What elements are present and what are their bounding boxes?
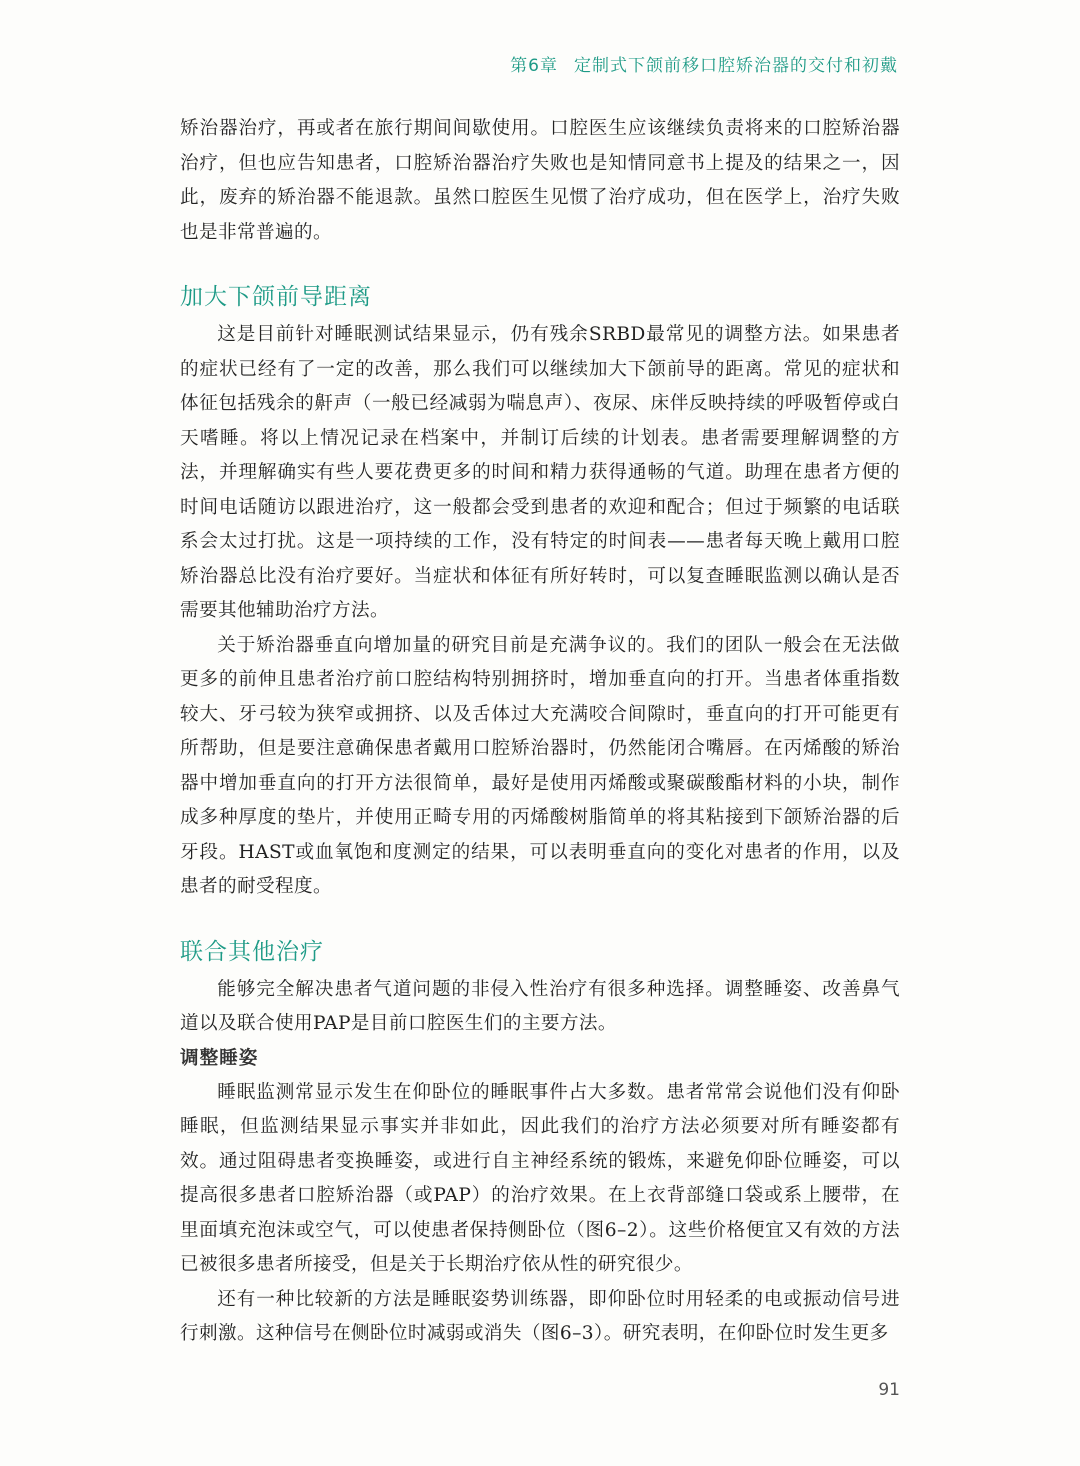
intro-paragraph: 矫治器治疗，再或者在旅行期间间歇使用。口腔医生应该继续负责将来的口腔矫治器治疗，但也应告知患者，口腔矫治器治疗失败也是知情同意书上提及的结果之一，因此，废弃的矫治器不能退款。虽然口腔医生见惯了治疗成功，但在医学上，治疗失败也是非常普遍的。 — [180, 118, 900, 243]
paragraph: 还有一种比较新的方法是睡眠姿势训练器，即仰卧位时用轻柔的电或振动信号进行刺激。这种信号在侧卧位时减弱或消失（图6–3）。研究表明，在仰卧位时发生更多 — [180, 1288, 900, 1344]
section-heading-increase-advancement: 加大下颌前导距离 — [180, 284, 372, 310]
paragraph: 关于矫治器垂直向增加量的研究目前是充满争议的。我们的团队一般会在无法做更多的前伸且患者治疗前口腔结构特别拥挤时，增加垂直向的打开。当患者体重指数较大、牙弓较为狭窄或拥挤、以及舌体过大充满咬合间隙时，垂直向的打开可能更有所帮助，但是要注意确保患者戴用口腔矫治器时，仍然能闭合嘴唇。在丙烯酸的矫治器中增加垂直向的打开方法很简单，最好是使用丙烯酸或聚碳酸酯材料的小块，制作成多种厚度的垫片，并使用正畸专用的丙烯酸树脂简单的将其粘接到下颌矫治器的后牙段。HAST或血氧饱和度测定的结果，可以表明垂直向的变化对患者的作用，以及患者的耐受程度。 — [180, 634, 900, 897]
running-header — [510, 51, 898, 76]
section-heading-combined-therapy: 联合其他治疗 — [180, 938, 324, 965]
page-number: 91 — [878, 1380, 900, 1400]
chapter-number: 第6章 — [510, 56, 558, 76]
paragraph: 能够完全解决患者气道问题的非侵入性治疗有很多种选择。调整睡姿、改善鼻气道以及联合使用PAP是目前口腔医生们的主要方法。 — [180, 978, 900, 1034]
paragraph: 这是目前针对睡眠测试结果显示，仍有残余SRBD最常见的调整方法。如果患者的症状已经有了一定的改善，那么我们可以继续加大下颌前导的距离。常见的症状和体征包括残余的鼾声（一般已经减弱为喘息声）、夜尿、床伴反映持续的呼吸暂停或白天嗜睡。将以上情况记录在档案中，并制订后续的计划表。患者需要理解调整的方法，并理解确实有些人要花费更多的时间和精力获得通畅的气道。助理在患者方便的时间电话随访以跟进治疗，这一般都会受到患者的欢迎和配合；但过于频繁的电话联系会太过打扰。这是一项持续的工作，没有特定的时间表——患者每天晚上戴用口腔矫治器总比没有治疗要好。当症状和体征有所好转时，可以复查睡眠监测以确认是否需要其他辅助治疗方法。 — [180, 324, 900, 621]
subheading-sleep-position: 调整睡姿 — [180, 1047, 259, 1069]
paragraph: 睡眠监测常显示发生在仰卧位的睡眠事件占大多数。患者常常会说他们没有仰卧睡眠，但监测结果显示事实并非如此，因此我们的治疗方法必须要对所有睡姿都有效。通过阻碍患者变换睡姿，或进行自主神经系统的锻炼，来避免仰卧位睡姿，可以提高很多患者口腔矫治器（或PAP）的治疗效果。在上衣背部缝口袋或系上腰带，在里面填充泡沫或空气，可以使患者保持侧卧位（图6–2）。这些价格便宜又有效的方法已被很多患者所接受，但是关于长期治疗依从性的研究很少。 — [180, 1081, 900, 1275]
page-content — [180, 112, 900, 1352]
chapter-title: 定制式下颌前移口腔矫治器的交付和初戴 — [574, 56, 898, 76]
